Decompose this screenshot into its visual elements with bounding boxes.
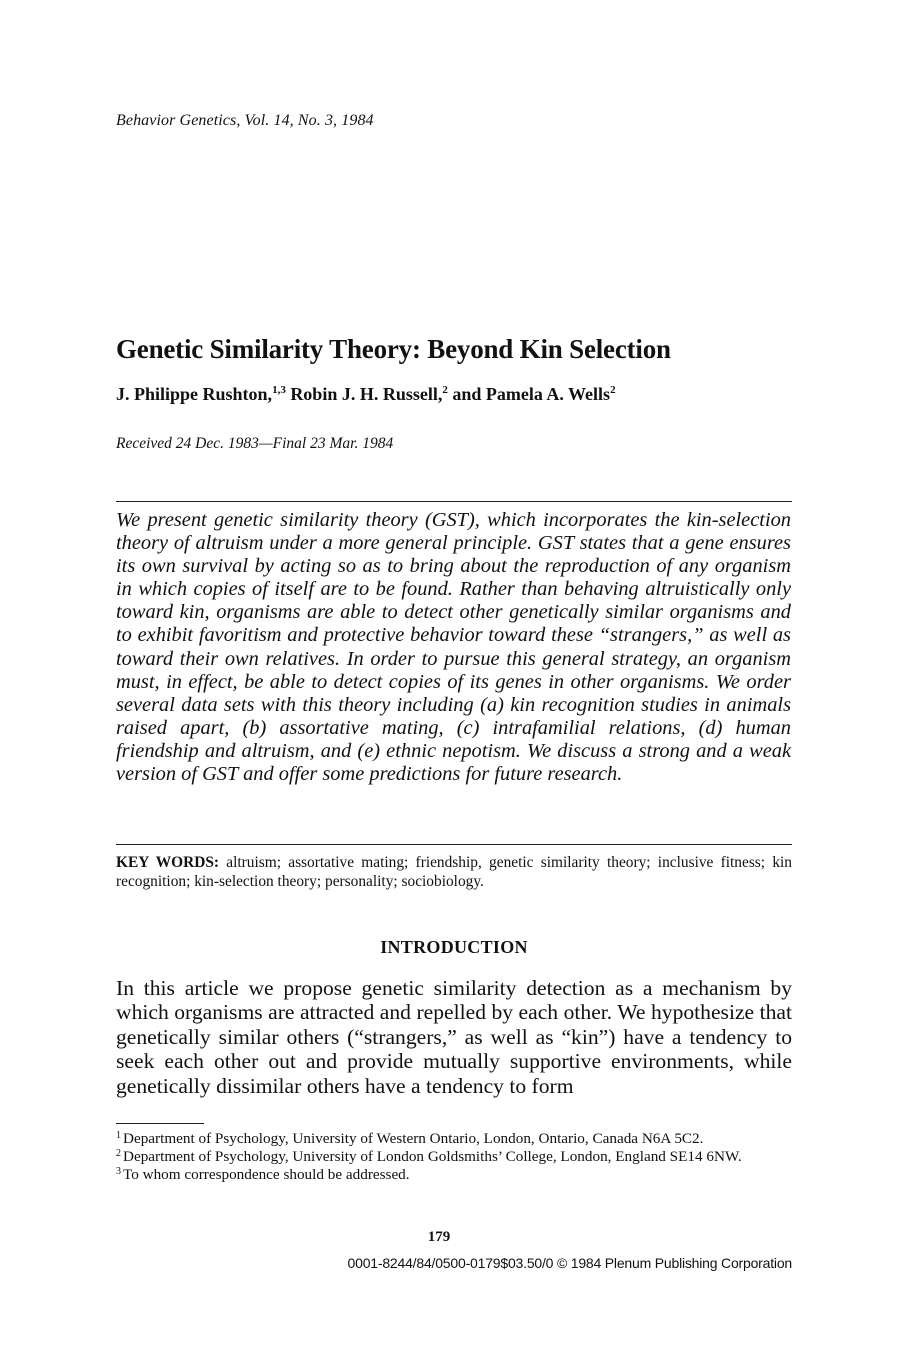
copyright-line: 0001-8244/84/0500-0179$03.50/0 © 1984 Plenum Publishing Corporation: [347, 1255, 792, 1271]
abstract-top-rule: [116, 501, 792, 502]
key-words-label: KEY WORDS:: [116, 854, 220, 871]
abstract-bottom-rule: [116, 844, 792, 845]
section-heading-introduction: INTRODUCTION: [380, 937, 528, 957]
footnote-mark: 3: [116, 1166, 121, 1177]
journal-citation: Behavior Genetics, Vol. 14, No. 3, 1984: [116, 112, 374, 129]
footnote: [116, 1166, 792, 1184]
author-affiliation-mark: 2: [610, 384, 616, 396]
key-words-text: altruism; assortative mating; friendship, genetic similarity theory; inclusive fitness; kin recognition; kin-selection theory; personality; sociobiology.: [116, 854, 792, 890]
footnote-text: Department of Psychology, University of Western Ontario, London, Ontario, Canada N6A 5C2.: [123, 1130, 704, 1147]
footnote-text: To whom correspondence should be addressed.: [123, 1166, 410, 1183]
author-affiliation-mark: 1,3: [272, 384, 286, 396]
footnotes: [116, 1130, 792, 1184]
introduction-paragraph: In this article we propose genetic similarity detection as a mechanism by which organisms are attracted and repelled by each other. We hypothesize that genetically similar others (“strangers,” as well as “kin”) have a tendency to seek each other out and provide mutually supportive environments, while genetically dissimilar others have a tendency to form: [116, 976, 792, 1098]
author-connector: and: [452, 384, 482, 404]
page-number: 179: [427, 1229, 451, 1245]
author-name: J. Philippe Rushton,: [116, 384, 273, 404]
footnote-text: Department of Psychology, University of London Goldsmiths’ College, London, England SE14 6NW.: [123, 1148, 742, 1165]
author-list: [116, 384, 616, 405]
footnote: [116, 1148, 792, 1166]
key-words: [116, 853, 792, 891]
footnote-rule: [116, 1123, 204, 1124]
author-name: Robin J. H. Russell,: [290, 384, 443, 404]
footnote-mark: 2: [116, 1148, 121, 1159]
received-dates: Received 24 Dec. 1983—Final 23 Mar. 1984: [116, 435, 394, 452]
footnote-mark: 1: [116, 1130, 121, 1141]
article-title: Genetic Similarity Theory: Beyond Kin Selection: [116, 334, 671, 364]
author-affiliation-mark: 2: [442, 384, 448, 396]
footnote: [116, 1130, 792, 1148]
abstract: We present genetic similarity theory (GST), which incorporates the kin-selection theory of altruism under a more general principle. GST states that a gene ensures its own survival by acting so as to bring about the reproduction of any organism in which copies of itself are to be found. Rather than behaving altruistically only toward kin, organisms are able to detect other genetically similar organisms and to exhibit favoritism and protective behavior toward these “strangers,” as well as toward their own relatives. In order to pursue this general strategy, an organism must, in effect, be able to detect copies of its genes in other organisms. We order several data sets with this theory including (a) kin recognition studies in animals raised apart, (b) assortative mating, (c) intrafamilial relations, (d) human friendship and altruism, and (e) ethnic nepotism. We discuss a strong and a weak version of GST and offer some predictions for future research.: [116, 509, 791, 786]
author-name: Pamela A. Wells: [485, 384, 611, 404]
